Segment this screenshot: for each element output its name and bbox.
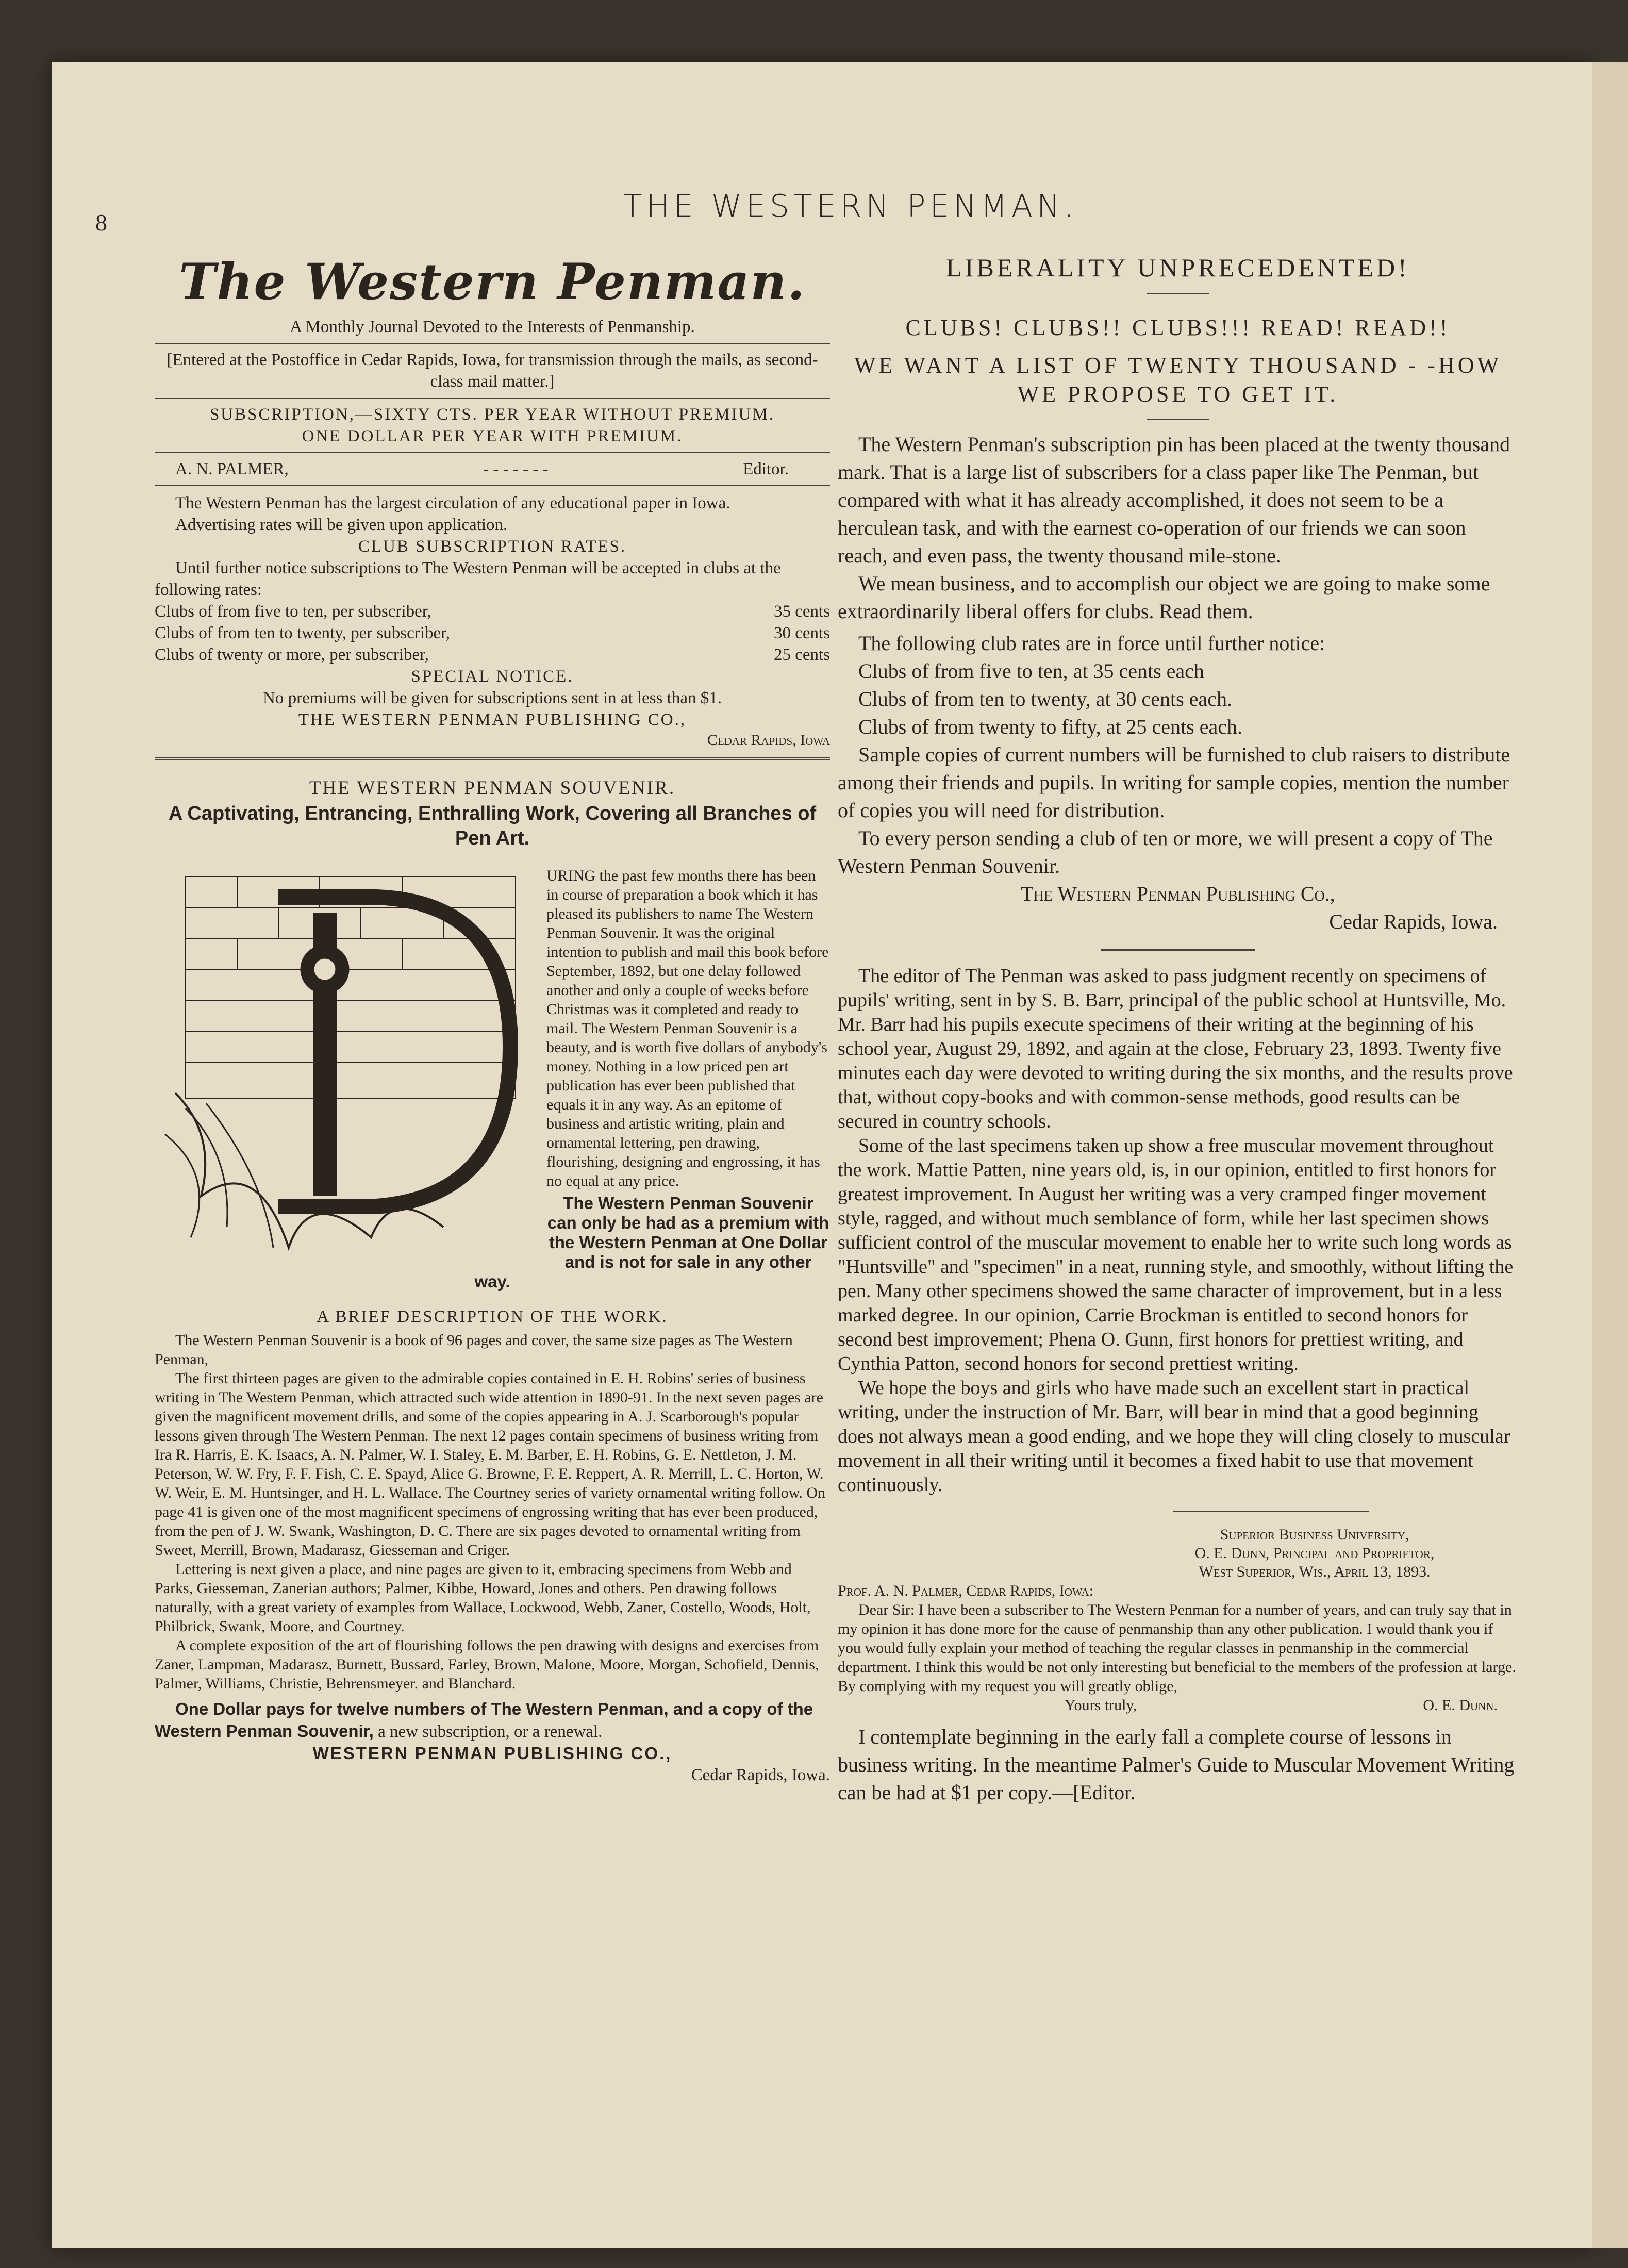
souvenir-subheading: A Captivating, Entrancing, Enthralling Work, Covering all Branches of Pen Art. bbox=[168, 803, 817, 849]
circulation-note: The Western Penman has the largest circulation of any educational paper in Iowa. bbox=[175, 494, 730, 512]
page-edge bbox=[1592, 62, 1628, 2248]
ornamental-initial-d-illustration bbox=[155, 866, 531, 1258]
paragraph: We mean business, and to accomplish our object we are going to make some extraordinarily liberal offers for clubs. Read them. bbox=[838, 572, 1490, 623]
editor-name: A. N. PALMER, bbox=[175, 460, 289, 478]
rate-price: 25 cents bbox=[773, 645, 830, 664]
souvenir-text: URING the past few months there has been in course of preparation a book which it has pleased its publishers to name The Western Penman Souvenir. It was the original intention to publish and mail this book before September, 1892, but one delay followed another and only a couple of weeks before Christmas was it completed and ready to mail. The Western Penman Souvenir is a beauty, and is worth five dollars of anybody's money. Nothing in a low priced pen art publication has ever been published that equals it in any way. As an epitome of business and artistic writing, plain and ornamental lettering, pen drawing, flourishing, designing and engrossing, it has no equal at any price. bbox=[546, 867, 829, 1189]
closing-offer-bold: One Dollar pays for twelve numbers of The Western Penman, and a copy of the Western Penman Souvenir, bbox=[155, 1699, 813, 1741]
no-premiums-note: No premiums will be given for subscriptions sent in at less than $1. bbox=[263, 689, 722, 707]
closing-offer-rest: a new subscription, or a renewal. bbox=[378, 1723, 603, 1741]
rate-row bbox=[155, 622, 830, 644]
entered-notice: [Entered at the Postoffice in Cedar Rapids, Iowa, for transmission through the mails, as second-class mail matter.] bbox=[167, 351, 818, 391]
letter-body: Dear Sir: I have been a subscriber to The Western Penman for a number of years, and can truly say that in my opinion it has done more for the cause of penmanship than any other publication. I would thank you if you would fully explain your method of teaching the regular classes in penmanship in the commercial department. I think this would be not only interesting but beneficial to the members of the profession at large. By complying with my request you will greatly oblige, bbox=[838, 1601, 1516, 1695]
divider bbox=[155, 398, 830, 399]
letterhead bbox=[1111, 1526, 1518, 1581]
journal-subtitle: A Monthly Journal Devoted to the Interests of Penmanship. bbox=[290, 318, 695, 336]
signature-place: Cedar Rapids, Iowa. bbox=[1329, 910, 1498, 933]
rate-label: Clubs of from ten to twenty, per subscriber, bbox=[155, 624, 451, 642]
journal-title: The Western Penman. bbox=[179, 253, 806, 311]
letter bbox=[838, 1526, 1518, 1715]
signature-publisher: The Western Penman Publishing Co., bbox=[1021, 882, 1335, 905]
letterhead-line: West Superior, Wis., April 13, 1893. bbox=[1199, 1563, 1431, 1580]
rates-table bbox=[155, 601, 830, 666]
right-column bbox=[838, 242, 1518, 1807]
rate-label: Clubs of from five to ten, per subscriber, bbox=[155, 602, 431, 621]
rate-label: Clubs of twenty or more, per subscriber, bbox=[155, 645, 429, 664]
club-rate-item: Clubs of from ten to twenty, at 30 cents each. bbox=[858, 687, 1232, 710]
paragraph: We hope the boys and girls who have made such an excellent start in practical writing, under the instruction of Mr. Barr, will bear in mind that a good beginning does not always mean a good ending, and we hope they will cling closely to muscular movement in all their writing until it becomes a fixed habit to use that movement continuously. bbox=[838, 1377, 1510, 1496]
paragraph: To every person sending a club of ten or more, we will present a copy of The Western Penman Souvenir. bbox=[838, 826, 1493, 878]
editor-line bbox=[155, 458, 830, 480]
page-number: 8 bbox=[95, 209, 107, 236]
club-rate-item: Clubs of from twenty to fifty, at 25 cents each. bbox=[858, 715, 1242, 738]
divider bbox=[155, 343, 830, 344]
clubs-heading: CLUBS! CLUBS!! CLUBS!!! READ! READ!! bbox=[905, 315, 1451, 340]
publisher-place: Cedar Rapids, Iowa bbox=[707, 732, 830, 749]
paragraph: The editor of The Penman was asked to pass judgment recently on specimens of pupils' writing, sent in by S. B. Barr, principal of the public school at Huntsville, Mo. Mr. Barr had his pupils execute specimens of their writing at the beginning of his school year, August 29, 1892, and again at the close, February 23, 1893. Twenty five minutes each day were devoted to writing during the six months, and the results prove that, without copy-books and with common-sense methods, good results can be secured in country schools. bbox=[838, 965, 1513, 1132]
closing-publisher: WESTERN PENMAN PUBLISHING CO., bbox=[312, 1744, 672, 1763]
club-rate-item: Clubs of from five to ten, at 35 cents each bbox=[858, 659, 1204, 683]
special-notice-heading: SPECIAL NOTICE. bbox=[411, 667, 574, 686]
paragraph: Sample copies of current numbers will be furnished to club raisers to distribute among their friends and pupils. In writing for sample copies, mention the number of copies you will need for distribution. bbox=[838, 743, 1510, 822]
advertising-note: Advertising rates will be given upon application. bbox=[175, 516, 508, 534]
letter-signature: O. E. Dunn. bbox=[1423, 1697, 1498, 1714]
souvenir-heading: THE WESTERN PENMAN SOUVENIR. bbox=[309, 777, 676, 799]
divider bbox=[155, 485, 830, 486]
paragraph: A complete exposition of the art of flourishing follows the pen drawing with designs and exercises from Zaner, Lampman, Madarasz, Burnett, Bussard, Farley, Brown, Malone, Moore, Morgan, Schofield, Dennis, Palmer, Williams, Christie, Behrensmeyer. and Blanchard. bbox=[155, 1637, 819, 1692]
paragraph: Some of the last specimens taken up show a free muscular movement throughout the work. Mattie Patten, nine years old, is, in our opinion, entitled to first honors for greatest improvement. In August her writing was a very cramped finger movement style, ragged, and without much semblance of form, while her last specimen shows sufficient control of the muscular movement to enable her to write such long words as "Huntsville" and "specimen" in a neat, running style, and smoothly, without lifting the pen. Many other specimens showed the same character of improvement, but in a less marked degree. In our opinion, Carrie Brockman is entitled to second honors for second best improvement; Phena O. Gunn, first honors for prettiest writing, and Cynthia Patton, second honors for second prettiest writing. bbox=[838, 1135, 1514, 1375]
rate-row bbox=[155, 644, 830, 666]
brief-description-heading: A BRIEF DESCRIPTION OF THE WORK. bbox=[317, 1307, 668, 1326]
subscription-article bbox=[838, 431, 1518, 936]
divider bbox=[155, 452, 830, 453]
paragraph: The Western Penman's subscription pin has been placed at the twenty thousand mark. That is a large list of subscribers for a class paper like The Penman, but compared with what it has already accomplished, it does not seem to be a herculean task, and with the earnest co-operation of our friends we can soon reach, and even pass, the twenty thousand mile-stone. bbox=[838, 433, 1510, 567]
souvenir-premium-note: The Western Penman Souvenir can only be had as a premium with the Western Penman at One Dollar and is not for sale in any other way. bbox=[474, 1194, 829, 1291]
brief-description-body bbox=[155, 1331, 830, 1693]
souvenir-body bbox=[155, 866, 830, 1292]
subscription-line-1: SUBSCRIPTION,—SIXTY CTS. PER YEAR WITHOUT PREMIUM. bbox=[209, 405, 775, 424]
editor-article bbox=[838, 964, 1518, 1497]
closing-offer bbox=[155, 1698, 830, 1743]
left-column bbox=[155, 242, 830, 1786]
rate-price: 35 cents bbox=[773, 602, 830, 621]
rate-price: 30 cents bbox=[773, 624, 830, 642]
letterhead-line: Superior Business University, bbox=[1220, 1526, 1409, 1543]
divider bbox=[1101, 949, 1255, 951]
rate-row bbox=[155, 601, 830, 622]
letter-close: Yours truly, bbox=[1065, 1697, 1137, 1714]
letterhead-line: O. E. Dunn, Principal and Proprietor, bbox=[1194, 1545, 1435, 1562]
liberality-heading: LIBERALITY UNPRECEDENTED! bbox=[946, 253, 1410, 282]
paragraph: Lettering is next given a place, and nine pages are given to it, embracing specimens from Webb and Parks, Giesseman, Zanerian authors; Palmer, Kibbe, Howard, Jones and others. Pen drawing follows naturally, with a great variety of examples from Wallace, Lockwood, Webb, Zaner, Costello, Woods, Holt, Philbrick, Swank, Moore, and Courtney. bbox=[155, 1561, 811, 1635]
paragraph: The first thirteen pages are given to the admirable copies contained in E. H. Robins' series of business writing in The Western Penman, which attracted such wide attention in 1890-91. In the next seven pages are given the magnificent movement drills, and some of the copies appearing in A. J. Scarborough's popular lessons given through The Western Penman. The next 12 pages contain specimens of business writing from Ira R. Harris, E. K. Isaacs, A. N. Palmer, W. I. Staley, E. M. Barber, E. H. Robins, G. E. Nettleton, J. M. Peterson, W. W. Fry, F. F. Fish, C. E. Spayd, Alice G. Browne, F. E. Reppert, A. R. Merrill, L. C. Horton, W. W. Weir, E. M. Huntsinger, and H. L. Wallace. The Courtney series of variety ornamental writing follow. On page 41 is given one of the most magnificent specimens of engrossing writing that has ever been produced, from the pen of J. W. Swank, Washington, D. C. There are six pages devoted to ornamental writing from Sweet, Merrill, Brown, Madarasz, Giesseman and Criger. bbox=[155, 1370, 826, 1559]
letter-salutation: Prof. A. N. Palmer, Cedar Rapids, Iowa: bbox=[838, 1582, 1093, 1599]
final-paragraph: I contemplate beginning in the early fall a complete course of lessons in business writing. In the meantime Palmer's Guide to Muscular Movement Writing can be had at $1 per copy.—[Editor. bbox=[838, 1725, 1515, 1804]
publisher-name: THE WESTERN PENMAN PUBLISHING CO., bbox=[298, 710, 687, 729]
masthead: THE WESTERN PENMAN. bbox=[623, 188, 1078, 224]
editor-dashes: - - - - - - - bbox=[483, 460, 549, 478]
short-divider bbox=[1147, 293, 1209, 294]
double-divider bbox=[155, 757, 830, 760]
subscription-line-2: ONE DOLLAR PER YEAR WITH PREMIUM. bbox=[302, 427, 683, 445]
letter-closing bbox=[838, 1696, 1518, 1715]
short-divider bbox=[1147, 419, 1209, 420]
closing-place: Cedar Rapids, Iowa. bbox=[691, 1766, 830, 1784]
until-notice: Until further notice subscriptions to The Western Penman will be accepted in clubs at the following rates: bbox=[155, 559, 781, 599]
editor-label: Editor. bbox=[743, 460, 789, 478]
want-list-heading: WE WANT A LIST OF TWENTY THOUSAND - -HOW WE PROPOSE TO GET IT. bbox=[854, 353, 1502, 407]
divider bbox=[1173, 1511, 1369, 1512]
paragraph: The Western Penman Souvenir is a book of 96 pages and cover, the same size pages as The Western Penman, bbox=[155, 1332, 793, 1368]
club-rates-heading: CLUB SUBSCRIPTION RATES. bbox=[358, 537, 627, 556]
club-intro: The following club rates are in force until further notice: bbox=[858, 632, 1325, 655]
